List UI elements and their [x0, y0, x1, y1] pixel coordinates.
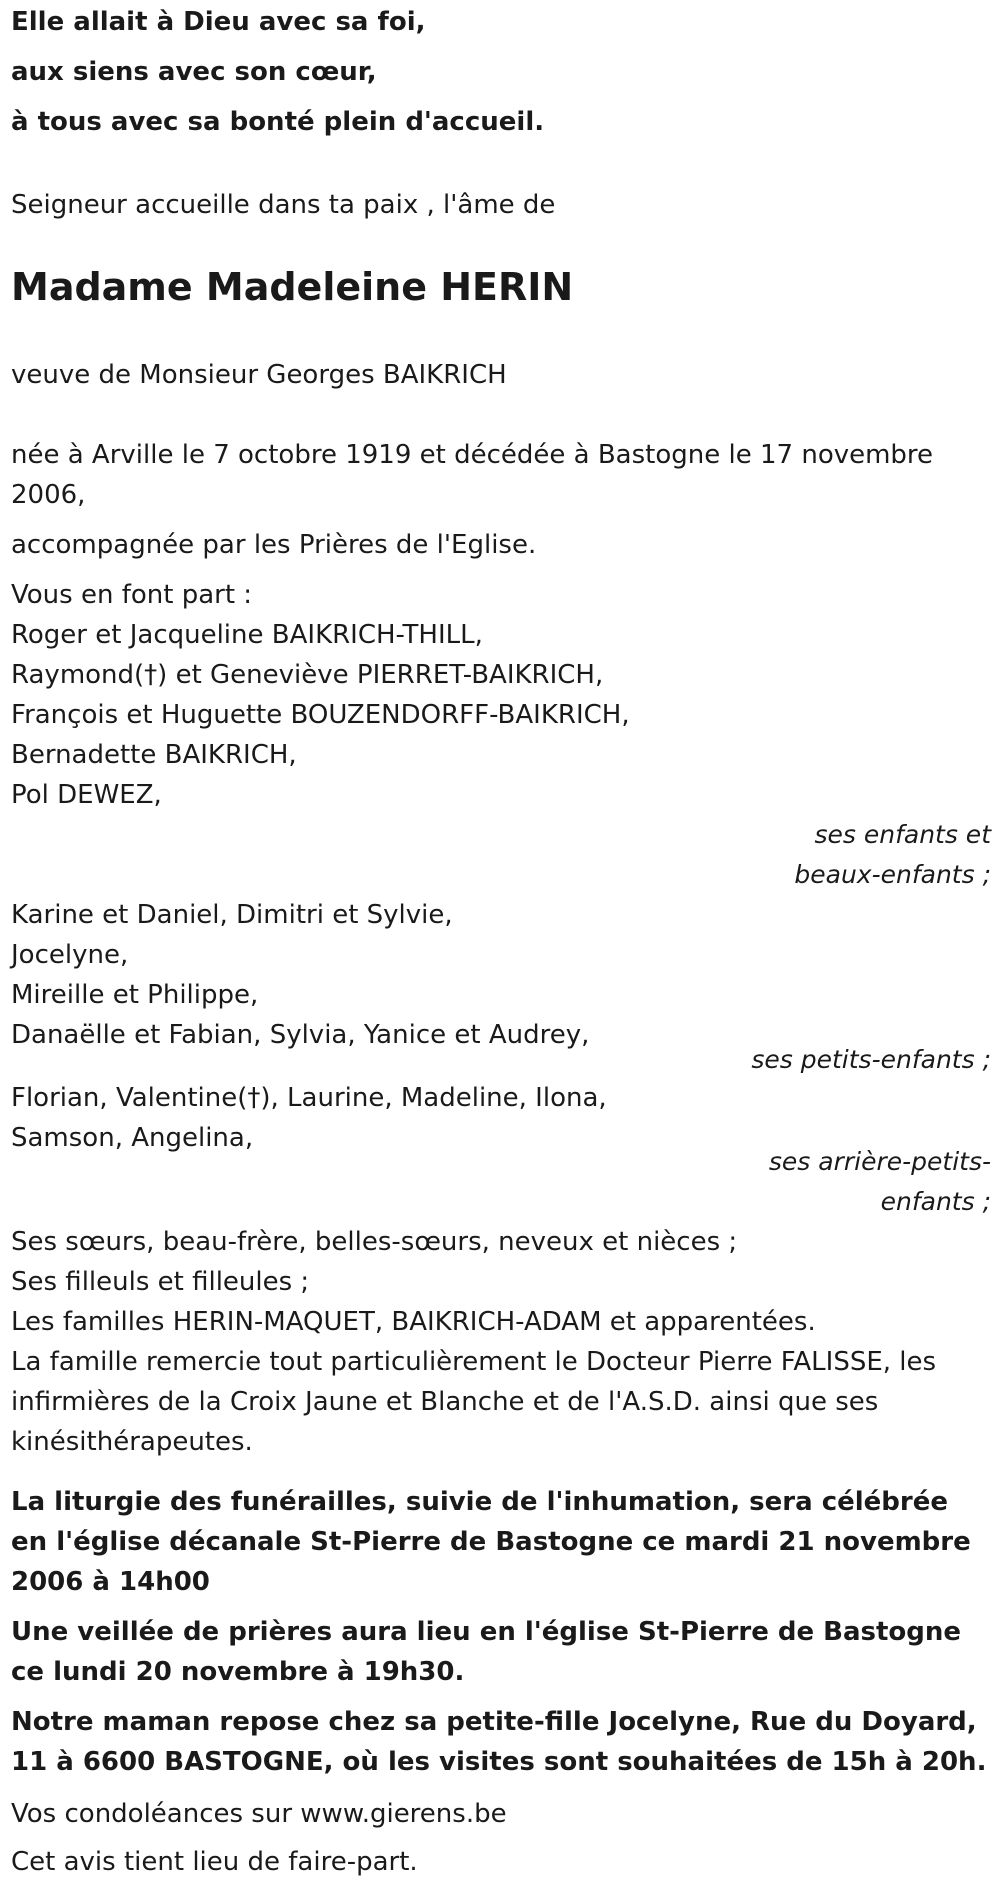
children-label-line-1: ses enfants et: [814, 820, 991, 849]
family-entry: Ses filleuls et filleules ;: [11, 1267, 310, 1297]
deceased-name: Madame Madeleine HERIN: [11, 265, 574, 309]
spouse-text: veuve de Monsieur Georges BAIKRICH: [11, 360, 507, 390]
prayers-text: accompagnée par les Prières de l'Eglise.: [11, 530, 537, 560]
great-grandchild-entry: Florian, Valentine(†), Laurine, Madeline, Ilona,: [11, 1083, 607, 1113]
funeral-text: La liturgie des funérailles, suivie de l'inhumation, sera célébrée en l'église décanale St-Pierre de Bastogne ce mardi 21 novembre 2006 à 14h00: [11, 1487, 971, 1597]
poem-line-2: aux siens avec son cœur,: [11, 57, 377, 87]
announce-text: Vous en font part :: [11, 580, 253, 610]
grandchild-entry: Jocelyne,: [11, 940, 129, 970]
grandchild-entry: Mireille et Philippe,: [11, 980, 259, 1010]
children-label-line-2: beaux-enfants ;: [794, 860, 991, 889]
thanks-text: La famille remercie tout particulièrement le Docteur Pierre FALISSE, les infirmières de la Croix Jaune et Blanche et de l'A.S.D. ainsi que ses kinésithérapeutes.: [11, 1347, 937, 1457]
child-entry: Raymond(†) et Geneviève PIERRET-BAIKRICH,: [11, 660, 604, 690]
child-entry: Pol DEWEZ,: [11, 780, 162, 810]
grandchildren-label: ses petits-enfants ;: [751, 1045, 991, 1074]
birth-death-text: née à Arville le 7 octobre 1919 et décédée à Bastogne le 17 novembre 2006,: [11, 440, 934, 510]
condolences-text: Vos condoléances sur www.gierens.be: [11, 1799, 507, 1829]
grandchild-entry: Karine et Daniel, Dimitri et Sylvie,: [11, 900, 453, 930]
rest-text: Notre maman repose chez sa petite-fille Jocelyne, Rue du Doyard, 11 à 6600 BASTOGNE, où les visites sont souhaitées de 15h à 20h.: [11, 1707, 987, 1777]
child-entry: François et Huguette BOUZENDORFF-BAIKRICH,: [11, 700, 630, 730]
child-entry: Roger et Jacqueline BAIKRICH-THILL,: [11, 620, 483, 650]
grandchild-entry: Danaëlle et Fabian, Sylvia, Yanice et Audrey,: [11, 1020, 590, 1050]
great-grandchild-entry: Samson, Angelina,: [11, 1123, 254, 1153]
notice-text: Cet avis tient lieu de faire-part.: [11, 1847, 418, 1877]
vigil-text: Une veillée de prières aura lieu en l'église St-Pierre de Bastogne ce lundi 20 novembre à 19h30.: [11, 1617, 962, 1687]
intro-text: Seigneur accueille dans ta paix , l'âme de: [11, 190, 556, 220]
family-entry: Les familles HERIN-MAQUET, BAIKRICH-ADAM et apparentées.: [11, 1307, 816, 1337]
child-entry: Bernadette BAIKRICH,: [11, 740, 297, 770]
great-grandchildren-label-line-2: enfants ;: [880, 1187, 991, 1216]
family-entry: Ses sœurs, beau-frère, belles-sœurs, neveux et nièces ;: [11, 1227, 738, 1257]
poem-line-3: à tous avec sa bonté plein d'accueil.: [11, 107, 545, 137]
poem-line-1: Elle allait à Dieu avec sa foi,: [11, 7, 426, 37]
great-grandchildren-label-line-1: ses arrière-petits-: [768, 1147, 991, 1176]
